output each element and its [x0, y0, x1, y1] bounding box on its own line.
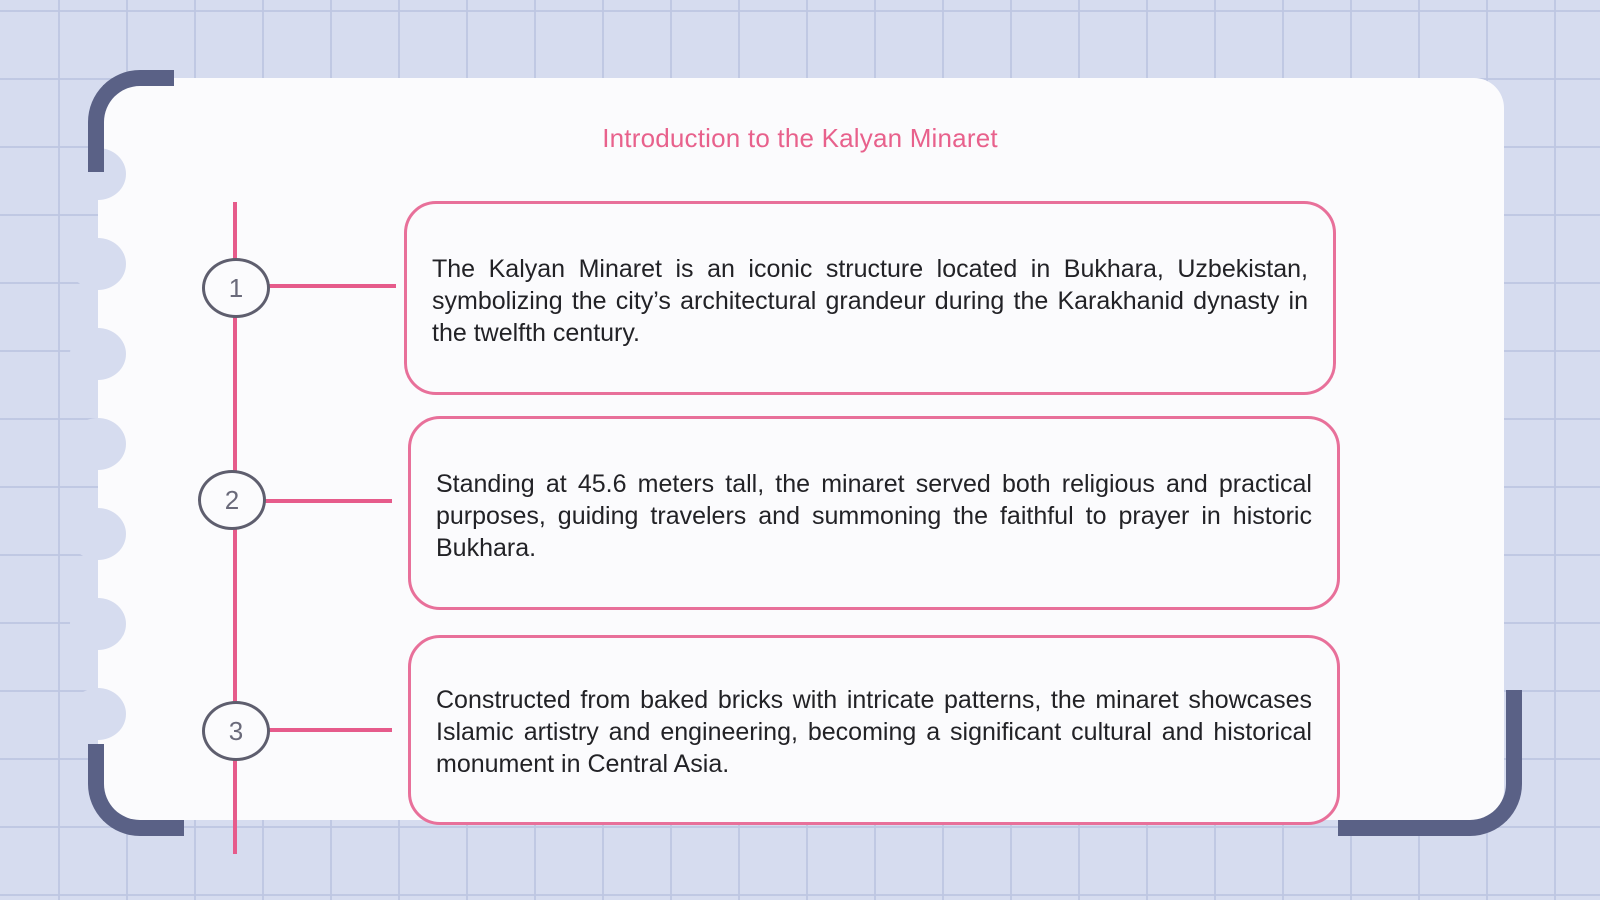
notebook-scallop	[70, 598, 126, 650]
notebook-scallop	[70, 418, 126, 470]
timeline-marker-2: 2	[198, 470, 266, 530]
text-box-3	[408, 635, 1340, 825]
timeline-marker-3: 3	[202, 701, 270, 761]
timeline-marker-1: 1	[202, 258, 270, 318]
text-box-1	[404, 201, 1336, 395]
text-box-3-text: Constructed from baked bricks with intricate patterns, the minaret showcases Islamic artistry and engineering, becoming a significant cultural and historical monument in Central Asia.	[436, 686, 1312, 778]
notebook-scallop	[70, 328, 126, 380]
timeline-connector	[266, 284, 396, 288]
notebook-scallop	[70, 238, 126, 290]
slide-title: Introduction to the Kalyan Minaret	[602, 123, 998, 153]
timeline-connector	[262, 499, 392, 503]
text-box-2	[408, 416, 1340, 610]
timeline-connector	[266, 728, 392, 732]
notebook-scallop	[70, 508, 126, 560]
corner-bracket-top-left	[88, 70, 174, 172]
corner-bracket-bottom-left	[88, 744, 184, 836]
text-box-2-text: Standing at 45.6 meters tall, the minaret served both religious and practical purposes, guiding travelers and summoning the faithful to prayer in historic Bukhara.	[436, 470, 1312, 562]
corner-bracket-bottom-right	[1338, 690, 1522, 836]
text-box-1-text: The Kalyan Minaret is an iconic structure located in Bukhara, Uzbekistan, symbolizing the city’s architectural grandeur during the Karakhanid dynasty in the twelfth century.	[432, 255, 1308, 347]
notebook-scallop	[70, 688, 126, 740]
